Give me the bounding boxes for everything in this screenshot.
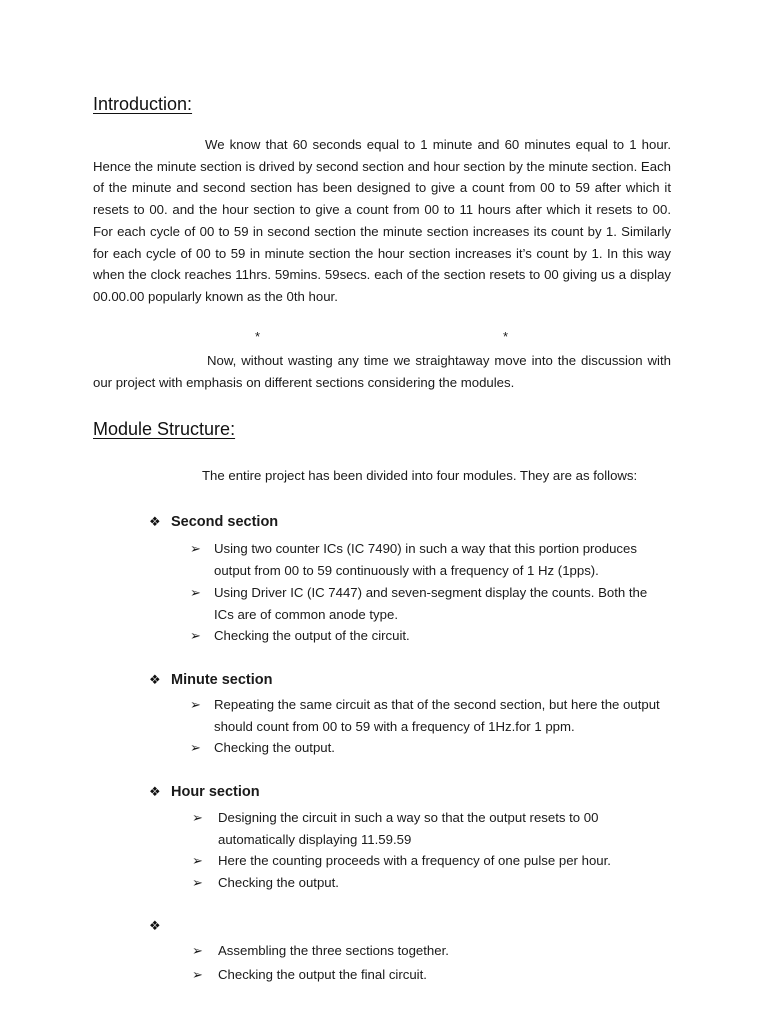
module-second-section <box>149 514 278 530</box>
arrow-bullet-icon: ➢ <box>192 967 203 982</box>
arrow-bullet-icon: ➢ <box>192 810 203 825</box>
module-minute-section <box>149 672 273 688</box>
list-item <box>192 940 672 962</box>
list-item-text: Here the counting proceeds with a frequency of one pulse per hour. <box>218 853 611 868</box>
arrow-bullet-icon: ➢ <box>190 697 201 712</box>
star-left: * <box>255 329 261 344</box>
introduction-heading: Introduction: <box>93 94 193 114</box>
list-item <box>192 850 672 872</box>
list-item-text: Using two counter ICs (IC 7490) in such a way that this portion produces output from 00 to 59 continuously with a frequency of 1 Hz (1pps). <box>214 541 637 578</box>
list-item-text: Checking the output. <box>218 875 339 890</box>
arrow-bullet-icon: ➢ <box>190 628 201 643</box>
module-title: Second section <box>171 514 279 530</box>
module-fourth-section <box>149 918 171 934</box>
list-item-text: Repeating the same circuit as that of the second section, but here the output should count from 00 to 59 with a frequency of 1Hz.for 1 ppm. <box>214 697 660 734</box>
list-item <box>192 872 672 894</box>
list-item-text: Designing the circuit in such a way so that the output resets to 00 automatically displaying 11.59.59 <box>218 810 599 847</box>
star-separator <box>93 329 671 349</box>
diamond-bullet-icon: ❖ <box>149 784 161 799</box>
arrow-bullet-icon: ➢ <box>190 541 201 556</box>
arrow-bullet-icon: ➢ <box>192 943 203 958</box>
introduction-paragraph-2 <box>93 350 671 393</box>
list-item-text: Checking the output the final circuit. <box>218 967 427 982</box>
arrow-bullet-icon: ➢ <box>190 740 201 755</box>
star-right: * <box>503 329 509 344</box>
introduction-paragraph-2-text: Now, without wasting any time we straightaway move into the discussion with our project with emphasis on different sections considering the modules. <box>93 353 671 390</box>
diamond-bullet-icon: ❖ <box>149 918 161 933</box>
arrow-bullet-icon: ➢ <box>192 875 203 890</box>
list-item-text: Checking the output of the circuit. <box>214 628 410 643</box>
module-title: Minute section <box>171 672 273 688</box>
list-item <box>190 694 670 737</box>
list-item <box>192 964 672 986</box>
list-item <box>190 625 670 647</box>
arrow-bullet-icon: ➢ <box>192 853 203 868</box>
list-item-text: Using Driver IC (IC 7447) and seven-segment display the counts. Both the ICs are of common anode type. <box>214 585 648 622</box>
module-hour-section <box>149 784 260 800</box>
list-item <box>192 807 672 850</box>
list-item-text: Checking the output. <box>214 740 335 755</box>
list-item-text: Assembling the three sections together. <box>218 943 449 958</box>
diamond-bullet-icon: ❖ <box>149 514 161 529</box>
introduction-paragraph-1 <box>93 134 671 308</box>
list-item <box>190 737 670 759</box>
list-item <box>190 582 670 625</box>
list-item <box>190 538 670 581</box>
arrow-bullet-icon: ➢ <box>190 585 201 600</box>
module-structure-heading: Module Structure: <box>93 419 236 439</box>
introduction-paragraph-1-text: We know that 60 seconds equal to 1 minute and 60 minutes equal to 1 hour. Hence the minute section is drived by second section and hour section by the minute section. Each of the minute and second section has been designed to give a count from 00 to 59 after which it resets to 00. and the hour section to give a count from 00 to 11 hours after which it resets to 00. For each cycle of 00 to 59 in second section the minute section increases its count by 1. Similarly for each cycle of 00 to 59 in minute section the hour section increases it’s count by 1. In this way when the clock reaches 11hrs. 59mins. 59secs. each of the section resets to 00 giving us a display 00.00.00 popularly known as the 0th hour. <box>93 137 671 304</box>
module-intro-text: The entire project has been divided into four modules. They are as follows: <box>202 468 638 483</box>
diamond-bullet-icon: ❖ <box>149 672 161 687</box>
module-title: Hour section <box>171 784 260 800</box>
